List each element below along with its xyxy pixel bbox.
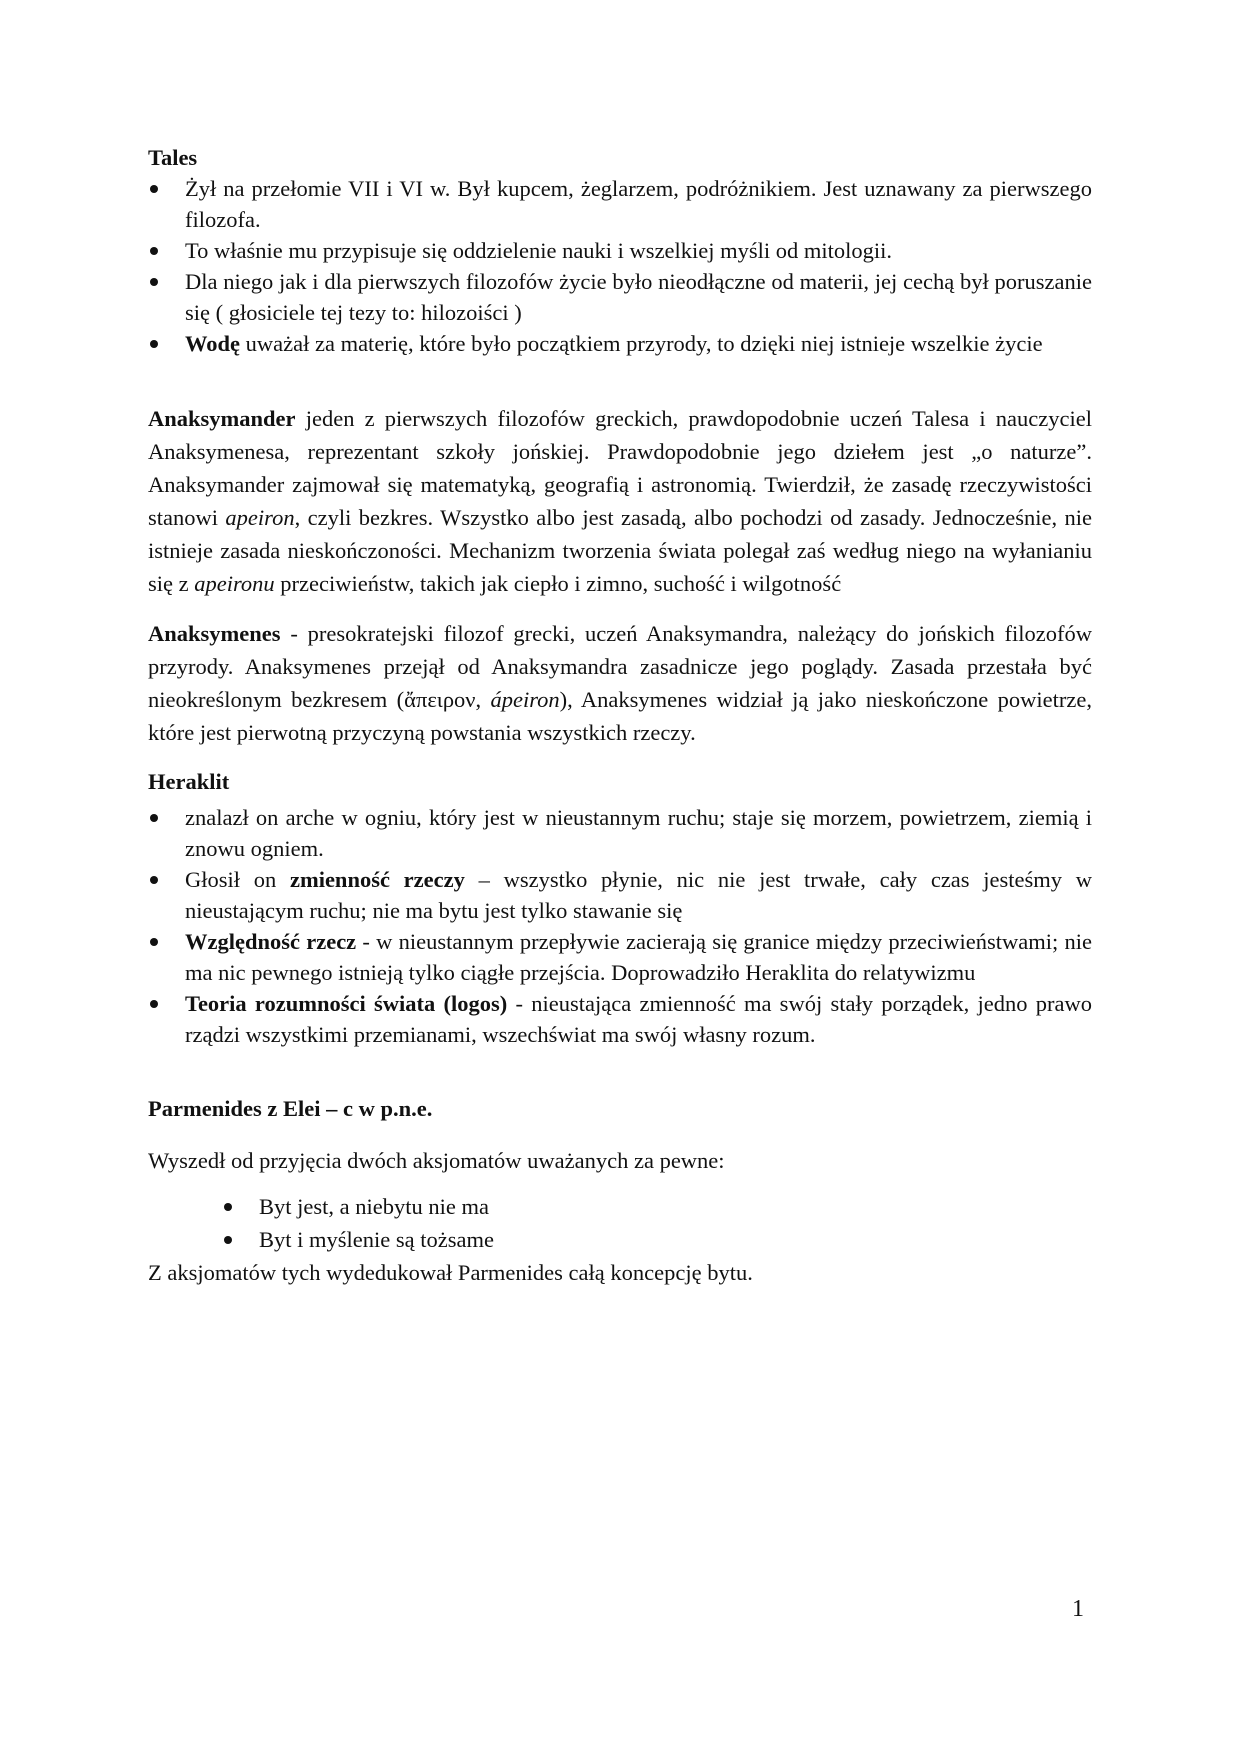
bullet-icon	[224, 1203, 232, 1211]
list-item: To właśnie mu przypisuje się oddzielenie nauki i wszelkiej myśli od mitologii.	[148, 235, 1092, 266]
parmenides-conclusion: Z aksjomatów tych wydedukował Parmenides całą koncepcję bytu.	[148, 1260, 753, 1285]
bullet-icon	[224, 1236, 232, 1244]
list-item: Dla niego jak i dla pierwszych filozofów życie było nieodłączne od materii, jej cechą był poruszanie się ( głosiciele tej tezy to: hilozoiści )	[148, 266, 1092, 328]
bullet-icon	[150, 938, 158, 946]
tales-bullet-list	[148, 173, 1092, 359]
heraklit-heading: Heraklit	[148, 769, 230, 794]
tales-heading: Tales	[148, 145, 198, 170]
list-item: Wodę uważał za materię, które było początkiem przyrody, to dzięki niej istnieje wszelkie życie	[148, 328, 1092, 359]
list-item: Byt i myślenie są tożsame	[148, 1223, 1092, 1256]
anaksymenes-name: Anaksymenes	[148, 621, 281, 646]
anaksymander-name: Anaksymander	[148, 406, 296, 431]
heraklit-bullet-list	[148, 802, 1092, 1050]
bullet-icon	[150, 247, 158, 255]
list-item: Względność rzecz - w nieustannym przepływie zacierają się granice między przeciwieństwami; nie ma nic pewnego istnieją tylko ciągłe przejścia. Doprowadziło Heraklita do relatywizmu	[148, 926, 1092, 988]
bullet-icon	[150, 876, 158, 884]
bullet-icon	[150, 1000, 158, 1008]
list-item: Żył na przełomie VII i VI w. Był kupcem, żeglarzem, podróżnikiem. Jest uznawany za pierwszego filozofa.	[148, 173, 1092, 235]
anaksymenes-paragraph: Anaksymenes - presokratejski filozof grecki, uczeń Anaksymandra, należący do jońskich filozofów przyrody. Anaksymenes przejął od Anaksymandra zasadnicze jego poglądy. Zasada przestała być nieokreślonym bezkresem (ἄπειρον, ápeiron), Anaksymenes widział ją jako nieskończone powietrze, które jest pierwotną przyczyną powstania wszystkich rzeczy.	[148, 621, 1092, 745]
parmenides-intro: Wyszedł od przyjęcia dwóch aksjomatów uważanych za pewne:	[148, 1148, 725, 1173]
parmenides-axiom-list	[148, 1190, 1092, 1256]
anaksymander-paragraph: Anaksymander jeden z pierwszych filozofów greckich, prawdopodobnie uczeń Talesa i nauczyciel Anaksymenesa, reprezentant szkoły jońskiej. Prawdopodobnie jego dziełem jest „o naturze”. Anaksymander zajmował się matematyką, geografią i astronomią. Twierdził, że zasadę rzeczywistości stanowi apeiron, czyli bezkres. Wszystko albo jest zasadą, albo pochodzi od zasady. Jednocześnie, nie istnieje zasada nieskończoności. Mechanizm tworzenia świata polegał zaś według niego na wyłanianiu się z apeironu przeciwieństw, takich jak ciepło i zimno, suchość i wilgotność	[148, 406, 1092, 596]
list-item: Głosił on zmienność rzeczy – wszystko płynie, nic nie jest trwałe, cały czas jesteśmy w nieustającym ruchu; nie ma bytu jest tylko stawanie się	[148, 864, 1092, 926]
list-item: Byt jest, a niebytu nie ma	[148, 1190, 1092, 1223]
bullet-icon	[150, 814, 158, 822]
list-item: znalazł on arche w ogniu, który jest w nieustannym ruchu; staje się morzem, powietrzem, ziemią i znowu ogniem.	[148, 802, 1092, 864]
bullet-icon	[150, 185, 158, 193]
document-page	[148, 142, 1092, 1289]
page-number: 1	[1072, 1596, 1084, 1622]
bullet-icon	[150, 278, 158, 286]
bullet-icon	[150, 340, 158, 348]
list-item: Teoria rozumności świata (logos) - nieustająca zmienność ma swój stały porządek, jedno prawo rządzi wszystkimi przemianami, wszechświat ma swój własny rozum.	[148, 988, 1092, 1050]
parmenides-heading: Parmenides z Elei – c w p.n.e.	[148, 1096, 433, 1121]
